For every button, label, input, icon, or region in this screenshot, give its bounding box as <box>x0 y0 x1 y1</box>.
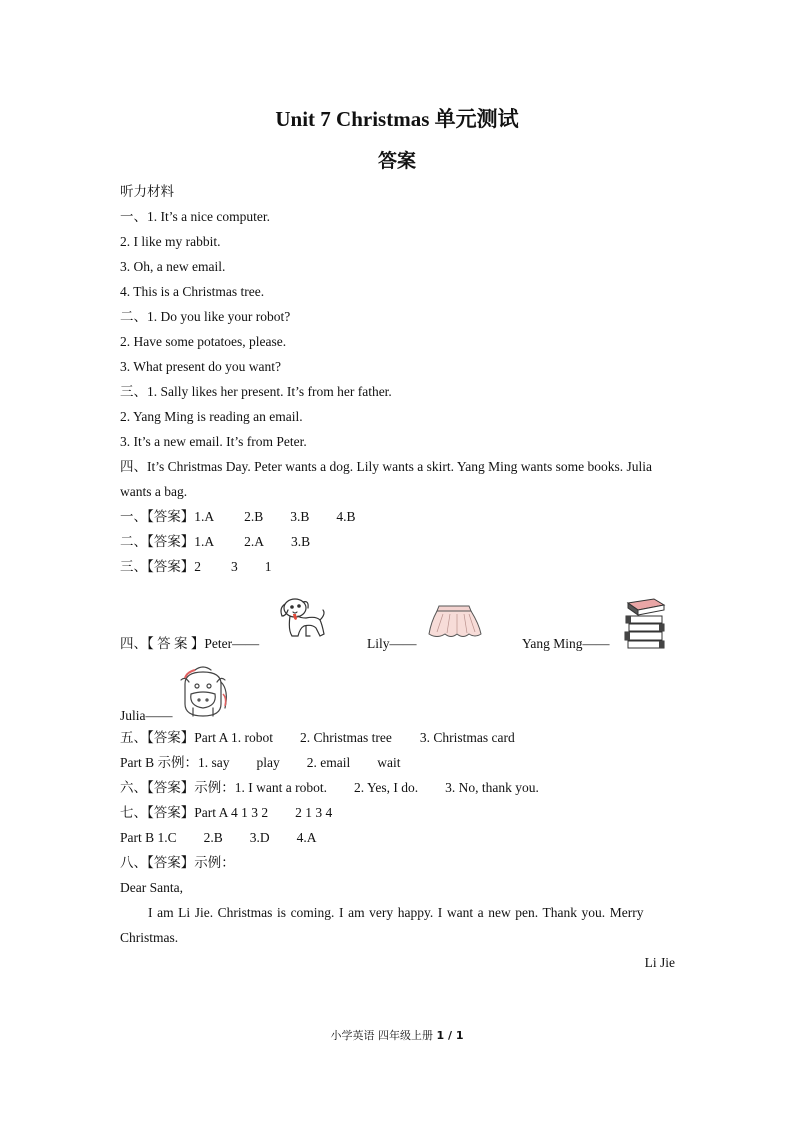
answer-label-lily: Lily—— <box>367 636 417 651</box>
listening-line: 三、1. Sally likes her present. It’s from her father. <box>120 384 392 399</box>
answer-prefix: 四、【 答 案 】 <box>120 636 205 651</box>
answer-label-peter: Peter—— <box>204 636 260 651</box>
listening-line: 四、It’s Christmas Day. Peter wants a dog. Lily wants a skirt. Yang Ming wants some books. Julia <box>120 459 652 474</box>
answer-item: 2 <box>194 559 201 574</box>
listening-line: 3. What present do you want? <box>120 359 281 374</box>
answer-item: 4.A <box>296 830 317 845</box>
answer-prefix: 五、【答案】 <box>120 730 195 745</box>
answer-item: 4.B <box>336 509 356 524</box>
answer-7-part-b <box>120 830 317 846</box>
answer-item: wait <box>377 755 401 770</box>
answer-prefix: 六、【答案】 <box>120 780 195 795</box>
letter-signature: Li Jie <box>644 955 675 970</box>
answer-5-part-b <box>120 755 401 771</box>
listening-line: 4. This is a Christmas tree. <box>120 284 265 299</box>
dog-illustration <box>276 594 328 646</box>
answer-item: Part A 1. robot <box>194 730 274 745</box>
page-footer <box>0 1027 794 1043</box>
answer-item: Part B 示例：1. say <box>120 755 230 770</box>
answer-prefix: 二、【答案】 <box>120 534 195 549</box>
answer-label-yang-ming: Yang Ming—— <box>522 636 610 651</box>
answer-item: 2 1 3 4 <box>295 805 333 820</box>
answer-3 <box>120 559 272 575</box>
answer-item: 示例： <box>194 855 235 870</box>
skirt-illustration <box>423 602 485 642</box>
answer-item: 2. email <box>306 755 351 770</box>
answer-4 <box>120 636 259 652</box>
footer-label: 小学英语 四年级上册 <box>330 1029 433 1042</box>
page-number: 1 / 1 <box>436 1029 464 1042</box>
answer-2 <box>120 534 310 550</box>
answer-item: 3. No, thank you. <box>445 780 539 795</box>
answer-item: 1 <box>264 559 272 574</box>
answer-prefix: 三、【答案】 <box>120 559 195 574</box>
answer-item: 3. Christmas card <box>419 730 515 745</box>
answer-prefix: 一、【答案】 <box>120 509 195 524</box>
answer-item: 1.A <box>194 534 215 549</box>
answer-item: Part B 1.C <box>120 830 177 845</box>
answer-item: play <box>256 755 280 770</box>
page-subtitle: 答案 <box>377 151 416 172</box>
answer-6 <box>120 780 539 796</box>
answer-label-julia: Julia—— <box>120 708 173 723</box>
letter-greeting: Dear Santa, <box>120 880 183 895</box>
answer-item: 2. Yes, I do. <box>353 780 419 795</box>
answer-prefix: 七、【答案】 <box>120 805 195 820</box>
listening-line: 2. Yang Ming is reading an email. <box>120 409 303 424</box>
answer-5 <box>120 730 515 746</box>
listening-line: 一、1. It’s a nice computer. <box>120 209 270 224</box>
page-title: Unit 7 Christmas 单元测试 <box>275 107 519 131</box>
listening-line: 2. Have some potatoes, please. <box>120 334 287 349</box>
answer-prefix: 八、【答案】 <box>120 855 195 870</box>
answer-item: 2.B <box>203 830 223 845</box>
answer-item: Part A 4 1 3 2 <box>194 805 269 820</box>
backpack-illustration <box>175 664 231 720</box>
books-illustration <box>622 597 668 649</box>
listening-line: 3. It’s a new email. It’s from Peter. <box>120 434 307 449</box>
answer-item: 3.B <box>291 534 311 549</box>
listening-heading: 听力材料 <box>120 184 174 199</box>
answer-item: 1.A <box>194 509 215 524</box>
answer-8 <box>120 855 235 871</box>
answer-item: 3.B <box>290 509 310 524</box>
listening-line: 3. Oh, a new email. <box>120 259 226 274</box>
answer-item: 2.B <box>244 509 264 524</box>
answer-item: 2. Christmas tree <box>300 730 392 745</box>
letter-body-continued: Christmas. <box>120 930 179 945</box>
answer-item: 2.A <box>244 534 264 549</box>
answer-item: 示例：1. I want a robot. <box>194 780 327 795</box>
answer-item: 3.D <box>249 830 270 845</box>
letter-body: I am Li Jie. Christmas is coming. I am very happy. I want a new pen. Thank you. Merry <box>148 905 644 920</box>
listening-line: wants a bag. <box>120 484 188 499</box>
listening-line: 二、1. Do you like your robot? <box>120 309 291 324</box>
answer-7 <box>120 805 332 821</box>
listening-line: 2. I like my rabbit. <box>120 234 221 249</box>
answer-1 <box>120 509 356 525</box>
answer-item: 3 <box>231 559 238 574</box>
